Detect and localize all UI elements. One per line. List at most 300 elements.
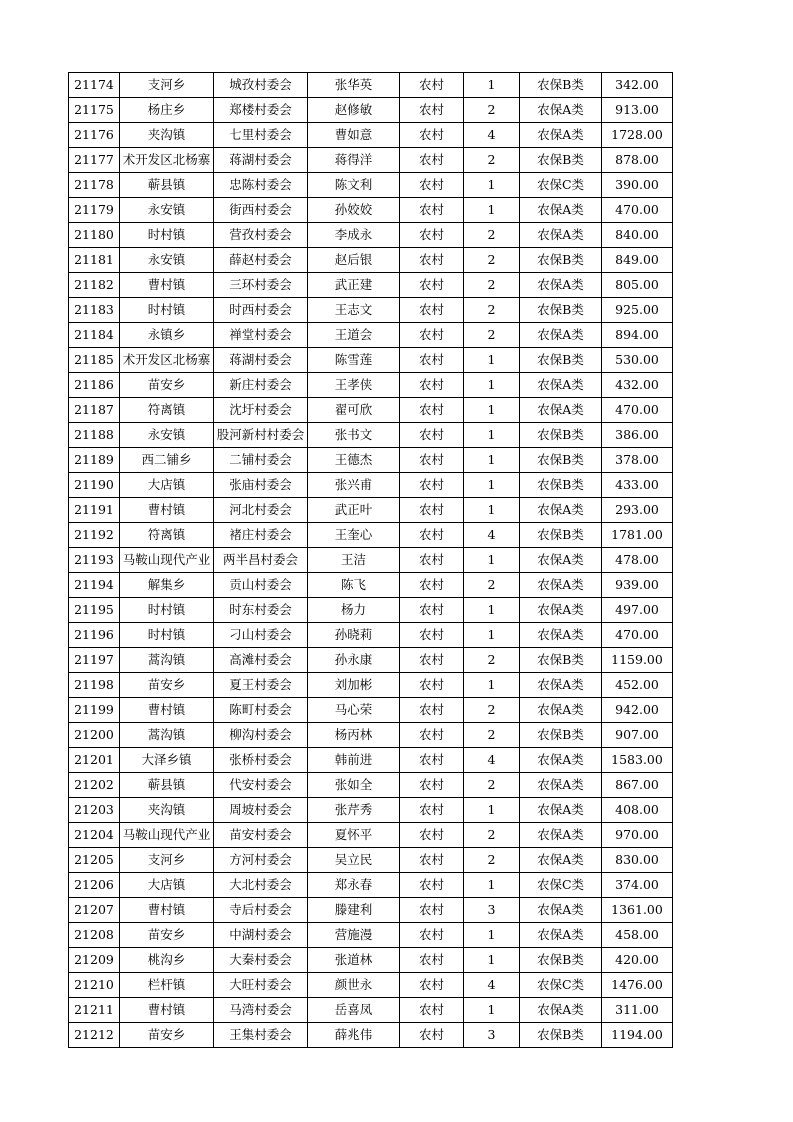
township-cell: 蕲县镇 — [120, 773, 214, 798]
table-row — [69, 198, 673, 223]
person-name-cell: 蒋得洋 — [308, 148, 400, 173]
insurance-category-cell: 农保B类 — [520, 298, 602, 323]
insurance-category-cell: 农保B类 — [520, 723, 602, 748]
benefit-roster-table — [68, 72, 673, 1048]
person-name-cell: 孙姣姣 — [308, 198, 400, 223]
insurance-category-cell: 农保A类 — [520, 223, 602, 248]
household-type-cell: 农村 — [400, 348, 464, 373]
township-cell: 解集乡 — [120, 573, 214, 598]
village-committee-cell: 刁山村委会 — [214, 623, 308, 648]
township-cell: 蒿沟镇 — [120, 723, 214, 748]
household-count-cell: 4 — [464, 748, 520, 773]
insurance-category-cell: 农保A类 — [520, 698, 602, 723]
village-committee-cell: 张桥村委会 — [214, 748, 308, 773]
record-id-cell: 21180 — [69, 223, 120, 248]
insurance-category-cell: 农保A类 — [520, 998, 602, 1023]
household-type-cell: 农村 — [400, 298, 464, 323]
household-count-cell: 1 — [464, 198, 520, 223]
table-row — [69, 123, 673, 148]
amount-cell: 497.00 — [602, 598, 673, 623]
household-type-cell: 农村 — [400, 848, 464, 873]
insurance-category-cell: 农保B类 — [520, 448, 602, 473]
household-count-cell: 1 — [464, 473, 520, 498]
household-count-cell: 1 — [464, 948, 520, 973]
household-count-cell: 1 — [464, 73, 520, 98]
insurance-category-cell: 农保C类 — [520, 173, 602, 198]
household-type-cell: 农村 — [400, 473, 464, 498]
person-name-cell: 王奎心 — [308, 523, 400, 548]
household-count-cell: 3 — [464, 1023, 520, 1048]
township-cell: 曹村镇 — [120, 698, 214, 723]
record-id-cell: 21192 — [69, 523, 120, 548]
amount-cell: 805.00 — [602, 273, 673, 298]
insurance-category-cell: 农保B类 — [520, 948, 602, 973]
village-committee-cell: 夏王村委会 — [214, 673, 308, 698]
person-name-cell: 薛兆伟 — [308, 1023, 400, 1048]
amount-cell: 374.00 — [602, 873, 673, 898]
village-committee-cell: 郑楼村委会 — [214, 98, 308, 123]
household-count-cell: 2 — [464, 648, 520, 673]
person-name-cell: 刘加彬 — [308, 673, 400, 698]
table-row — [69, 348, 673, 373]
village-committee-cell: 中湖村委会 — [214, 923, 308, 948]
household-count-cell: 1 — [464, 173, 520, 198]
township-cell: 时村镇 — [120, 598, 214, 623]
village-committee-cell: 大秦村委会 — [214, 948, 308, 973]
record-id-cell: 21212 — [69, 1023, 120, 1048]
person-name-cell: 张道林 — [308, 948, 400, 973]
person-name-cell: 岳喜凤 — [308, 998, 400, 1023]
record-id-cell: 21193 — [69, 548, 120, 573]
village-committee-cell: 时西村委会 — [214, 298, 308, 323]
table-row — [69, 523, 673, 548]
amount-cell: 925.00 — [602, 298, 673, 323]
person-name-cell: 吴立民 — [308, 848, 400, 873]
amount-cell: 878.00 — [602, 148, 673, 173]
village-committee-cell: 两半昌村委会 — [214, 548, 308, 573]
table-row — [69, 823, 673, 848]
household-type-cell: 农村 — [400, 248, 464, 273]
insurance-category-cell: 农保A类 — [520, 198, 602, 223]
township-cell: 大店镇 — [120, 473, 214, 498]
insurance-category-cell: 农保A类 — [520, 123, 602, 148]
record-id-cell: 21181 — [69, 248, 120, 273]
township-cell: 蒿沟镇 — [120, 648, 214, 673]
insurance-category-cell: 农保A类 — [520, 748, 602, 773]
township-cell: 栏杆镇 — [120, 973, 214, 998]
amount-cell: 420.00 — [602, 948, 673, 973]
insurance-category-cell: 农保B类 — [520, 148, 602, 173]
township-cell: 支河乡 — [120, 848, 214, 873]
household-type-cell: 农村 — [400, 323, 464, 348]
township-cell: 曹村镇 — [120, 898, 214, 923]
amount-cell: 293.00 — [602, 498, 673, 523]
record-id-cell: 21211 — [69, 998, 120, 1023]
township-cell: 苗安乡 — [120, 673, 214, 698]
household-count-cell: 1 — [464, 598, 520, 623]
person-name-cell: 张华英 — [308, 73, 400, 98]
household-type-cell: 农村 — [400, 598, 464, 623]
household-type-cell: 农村 — [400, 398, 464, 423]
household-count-cell: 2 — [464, 773, 520, 798]
village-committee-cell: 沈圩村委会 — [214, 398, 308, 423]
table-row — [69, 648, 673, 673]
table-row — [69, 323, 673, 348]
household-count-cell: 4 — [464, 523, 520, 548]
village-committee-cell: 方河村委会 — [214, 848, 308, 873]
household-type-cell: 农村 — [400, 198, 464, 223]
household-count-cell: 2 — [464, 848, 520, 873]
household-type-cell: 农村 — [400, 748, 464, 773]
table-row — [69, 798, 673, 823]
person-name-cell: 郑永春 — [308, 873, 400, 898]
township-cell: 曹村镇 — [120, 498, 214, 523]
amount-cell: 942.00 — [602, 698, 673, 723]
person-name-cell: 王孝侠 — [308, 373, 400, 398]
table-row — [69, 548, 673, 573]
village-committee-cell: 褚庄村委会 — [214, 523, 308, 548]
record-id-cell: 21186 — [69, 373, 120, 398]
record-id-cell: 21208 — [69, 923, 120, 948]
village-committee-cell: 蒋湖村委会 — [214, 148, 308, 173]
household-count-cell: 3 — [464, 898, 520, 923]
household-type-cell: 农村 — [400, 523, 464, 548]
record-id-cell: 21178 — [69, 173, 120, 198]
village-committee-cell: 张庙村委会 — [214, 473, 308, 498]
household-type-cell: 农村 — [400, 223, 464, 248]
insurance-category-cell: 农保B类 — [520, 348, 602, 373]
insurance-category-cell: 农保A类 — [520, 498, 602, 523]
insurance-category-cell: 农保A类 — [520, 548, 602, 573]
household-count-cell: 1 — [464, 423, 520, 448]
insurance-category-cell: 农保B类 — [520, 248, 602, 273]
household-count-cell: 1 — [464, 373, 520, 398]
insurance-category-cell: 农保A类 — [520, 273, 602, 298]
record-id-cell: 21200 — [69, 723, 120, 748]
person-name-cell: 陈飞 — [308, 573, 400, 598]
household-type-cell: 农村 — [400, 698, 464, 723]
person-name-cell: 杨丙林 — [308, 723, 400, 748]
village-committee-cell: 大旺村委会 — [214, 973, 308, 998]
insurance-category-cell: 农保A类 — [520, 823, 602, 848]
township-cell: 符离镇 — [120, 523, 214, 548]
household-type-cell: 农村 — [400, 998, 464, 1023]
table-row — [69, 148, 673, 173]
insurance-category-cell: 农保A类 — [520, 773, 602, 798]
amount-cell: 458.00 — [602, 923, 673, 948]
household-type-cell: 农村 — [400, 723, 464, 748]
village-committee-cell: 寺后村委会 — [214, 898, 308, 923]
household-type-cell: 农村 — [400, 1023, 464, 1048]
household-type-cell: 农村 — [400, 273, 464, 298]
record-id-cell: 21199 — [69, 698, 120, 723]
household-count-cell: 1 — [464, 398, 520, 423]
amount-cell: 1476.00 — [602, 973, 673, 998]
amount-cell: 894.00 — [602, 323, 673, 348]
insurance-category-cell: 农保A类 — [520, 848, 602, 873]
village-committee-cell: 大北村委会 — [214, 873, 308, 898]
village-committee-cell: 王集村委会 — [214, 1023, 308, 1048]
roster-body — [69, 73, 673, 1048]
table-row — [69, 998, 673, 1023]
table-row — [69, 373, 673, 398]
village-committee-cell: 柳沟村委会 — [214, 723, 308, 748]
township-cell: 时村镇 — [120, 298, 214, 323]
household-count-cell: 1 — [464, 448, 520, 473]
insurance-category-cell: 农保C类 — [520, 873, 602, 898]
township-cell: 马鞍山现代产业 — [120, 548, 214, 573]
record-id-cell: 21183 — [69, 298, 120, 323]
household-count-cell: 1 — [464, 548, 520, 573]
amount-cell: 386.00 — [602, 423, 673, 448]
person-name-cell: 陈文利 — [308, 173, 400, 198]
table-row — [69, 898, 673, 923]
township-cell: 苗安乡 — [120, 1023, 214, 1048]
township-cell: 夹沟镇 — [120, 123, 214, 148]
insurance-category-cell: 农保A类 — [520, 623, 602, 648]
insurance-category-cell: 农保B类 — [520, 648, 602, 673]
record-id-cell: 21195 — [69, 598, 120, 623]
household-count-cell: 2 — [464, 823, 520, 848]
village-committee-cell: 时东村委会 — [214, 598, 308, 623]
township-cell: 术开发区北杨寨 — [120, 348, 214, 373]
insurance-category-cell: 农保B类 — [520, 523, 602, 548]
person-name-cell: 张如全 — [308, 773, 400, 798]
amount-cell: 849.00 — [602, 248, 673, 273]
insurance-category-cell: 农保A类 — [520, 923, 602, 948]
amount-cell: 1781.00 — [602, 523, 673, 548]
amount-cell: 478.00 — [602, 548, 673, 573]
household-count-cell: 1 — [464, 923, 520, 948]
insurance-category-cell: 农保A类 — [520, 98, 602, 123]
record-id-cell: 21177 — [69, 148, 120, 173]
insurance-category-cell: 农保A类 — [520, 573, 602, 598]
household-type-cell: 农村 — [400, 498, 464, 523]
person-name-cell: 孙永康 — [308, 648, 400, 673]
household-type-cell: 农村 — [400, 173, 464, 198]
household-type-cell: 农村 — [400, 548, 464, 573]
insurance-category-cell: 农保B类 — [520, 423, 602, 448]
person-name-cell: 曹如意 — [308, 123, 400, 148]
household-count-cell: 2 — [464, 248, 520, 273]
person-name-cell: 孙晓莉 — [308, 623, 400, 648]
record-id-cell: 21205 — [69, 848, 120, 873]
household-count-cell: 2 — [464, 698, 520, 723]
record-id-cell: 21209 — [69, 948, 120, 973]
record-id-cell: 21190 — [69, 473, 120, 498]
household-count-cell: 1 — [464, 623, 520, 648]
village-committee-cell: 街西村委会 — [214, 198, 308, 223]
amount-cell: 408.00 — [602, 798, 673, 823]
household-count-cell: 2 — [464, 98, 520, 123]
household-type-cell: 农村 — [400, 123, 464, 148]
household-count-cell: 2 — [464, 298, 520, 323]
insurance-category-cell: 农保B类 — [520, 1023, 602, 1048]
household-type-cell: 农村 — [400, 773, 464, 798]
record-id-cell: 21174 — [69, 73, 120, 98]
village-committee-cell: 薛赵村委会 — [214, 248, 308, 273]
village-committee-cell: 二铺村委会 — [214, 448, 308, 473]
table-row — [69, 673, 673, 698]
person-name-cell: 张芹秀 — [308, 798, 400, 823]
table-row — [69, 498, 673, 523]
person-name-cell: 赵后银 — [308, 248, 400, 273]
table-row — [69, 448, 673, 473]
household-type-cell: 农村 — [400, 648, 464, 673]
table-row — [69, 748, 673, 773]
insurance-category-cell: 农保B类 — [520, 73, 602, 98]
household-type-cell: 农村 — [400, 373, 464, 398]
household-count-cell: 1 — [464, 798, 520, 823]
household-count-cell: 1 — [464, 498, 520, 523]
household-count-cell: 2 — [464, 723, 520, 748]
table-row — [69, 873, 673, 898]
table-row — [69, 73, 673, 98]
table-row — [69, 698, 673, 723]
record-id-cell: 21184 — [69, 323, 120, 348]
township-cell: 永安镇 — [120, 198, 214, 223]
township-cell: 苗安乡 — [120, 373, 214, 398]
household-count-cell: 4 — [464, 123, 520, 148]
record-id-cell: 21189 — [69, 448, 120, 473]
table-row — [69, 248, 673, 273]
insurance-category-cell: 农保A类 — [520, 323, 602, 348]
village-committee-cell: 代安村委会 — [214, 773, 308, 798]
record-id-cell: 21207 — [69, 898, 120, 923]
amount-cell: 1194.00 — [602, 1023, 673, 1048]
person-name-cell: 营施漫 — [308, 923, 400, 948]
person-name-cell: 武正建 — [308, 273, 400, 298]
person-name-cell: 王洁 — [308, 548, 400, 573]
record-id-cell: 21206 — [69, 873, 120, 898]
record-id-cell: 21187 — [69, 398, 120, 423]
person-name-cell: 杨力 — [308, 598, 400, 623]
village-committee-cell: 股河新村村委会 — [214, 423, 308, 448]
township-cell: 永安镇 — [120, 423, 214, 448]
table-row — [69, 398, 673, 423]
amount-cell: 939.00 — [602, 573, 673, 598]
household-type-cell: 农村 — [400, 923, 464, 948]
person-name-cell: 武正叶 — [308, 498, 400, 523]
record-id-cell: 21202 — [69, 773, 120, 798]
village-committee-cell: 苗安村委会 — [214, 823, 308, 848]
person-name-cell: 王志文 — [308, 298, 400, 323]
amount-cell: 470.00 — [602, 398, 673, 423]
amount-cell: 311.00 — [602, 998, 673, 1023]
household-count-cell: 2 — [464, 273, 520, 298]
household-type-cell: 农村 — [400, 148, 464, 173]
person-name-cell: 翟可欣 — [308, 398, 400, 423]
insurance-category-cell: 农保A类 — [520, 398, 602, 423]
household-type-cell: 农村 — [400, 973, 464, 998]
amount-cell: 1728.00 — [602, 123, 673, 148]
village-committee-cell: 三环村委会 — [214, 273, 308, 298]
household-type-cell: 农村 — [400, 448, 464, 473]
amount-cell: 1361.00 — [602, 898, 673, 923]
table-row — [69, 473, 673, 498]
village-committee-cell: 新庄村委会 — [214, 373, 308, 398]
village-committee-cell: 忠陈村委会 — [214, 173, 308, 198]
amount-cell: 470.00 — [602, 198, 673, 223]
amount-cell: 830.00 — [602, 848, 673, 873]
record-id-cell: 21194 — [69, 573, 120, 598]
household-type-cell: 农村 — [400, 73, 464, 98]
township-cell: 术开发区北杨寨 — [120, 148, 214, 173]
village-committee-cell: 禅堂村委会 — [214, 323, 308, 348]
household-count-cell: 1 — [464, 873, 520, 898]
insurance-category-cell: 农保A类 — [520, 798, 602, 823]
record-id-cell: 21176 — [69, 123, 120, 148]
insurance-category-cell: 农保B类 — [520, 473, 602, 498]
township-cell: 大店镇 — [120, 873, 214, 898]
record-id-cell: 21175 — [69, 98, 120, 123]
village-committee-cell: 蒋湖村委会 — [214, 348, 308, 373]
person-name-cell: 张兴甫 — [308, 473, 400, 498]
table-row — [69, 273, 673, 298]
record-id-cell: 21204 — [69, 823, 120, 848]
amount-cell: 390.00 — [602, 173, 673, 198]
table-row — [69, 598, 673, 623]
township-cell: 苗安乡 — [120, 923, 214, 948]
household-type-cell: 农村 — [400, 623, 464, 648]
amount-cell: 378.00 — [602, 448, 673, 473]
table-row — [69, 223, 673, 248]
township-cell: 夹沟镇 — [120, 798, 214, 823]
person-name-cell: 夏怀平 — [308, 823, 400, 848]
record-id-cell: 21198 — [69, 673, 120, 698]
record-id-cell: 21185 — [69, 348, 120, 373]
record-id-cell: 21203 — [69, 798, 120, 823]
person-name-cell: 李成永 — [308, 223, 400, 248]
person-name-cell: 颜世永 — [308, 973, 400, 998]
table-row — [69, 773, 673, 798]
amount-cell: 342.00 — [602, 73, 673, 98]
table-row — [69, 1023, 673, 1048]
household-type-cell: 农村 — [400, 423, 464, 448]
insurance-category-cell: 农保A类 — [520, 373, 602, 398]
table-row — [69, 948, 673, 973]
village-committee-cell: 周坡村委会 — [214, 798, 308, 823]
person-name-cell: 赵修敏 — [308, 98, 400, 123]
table-row — [69, 723, 673, 748]
township-cell: 永安镇 — [120, 248, 214, 273]
table-row — [69, 298, 673, 323]
person-name-cell: 马心荣 — [308, 698, 400, 723]
insurance-category-cell: 农保C类 — [520, 973, 602, 998]
table-row — [69, 848, 673, 873]
amount-cell: 913.00 — [602, 98, 673, 123]
village-committee-cell: 七里村委会 — [214, 123, 308, 148]
record-id-cell: 21179 — [69, 198, 120, 223]
household-type-cell: 农村 — [400, 898, 464, 923]
household-type-cell: 农村 — [400, 948, 464, 973]
township-cell: 大泽乡镇 — [120, 748, 214, 773]
household-count-cell: 1 — [464, 348, 520, 373]
household-count-cell: 2 — [464, 148, 520, 173]
record-id-cell: 21201 — [69, 748, 120, 773]
household-count-cell: 4 — [464, 973, 520, 998]
amount-cell: 840.00 — [602, 223, 673, 248]
village-committee-cell: 高滩村委会 — [214, 648, 308, 673]
amount-cell: 433.00 — [602, 473, 673, 498]
township-cell: 符离镇 — [120, 398, 214, 423]
township-cell: 马鞍山现代产业 — [120, 823, 214, 848]
household-count-cell: 1 — [464, 673, 520, 698]
table-row — [69, 573, 673, 598]
amount-cell: 432.00 — [602, 373, 673, 398]
household-count-cell: 2 — [464, 573, 520, 598]
township-cell: 时村镇 — [120, 623, 214, 648]
